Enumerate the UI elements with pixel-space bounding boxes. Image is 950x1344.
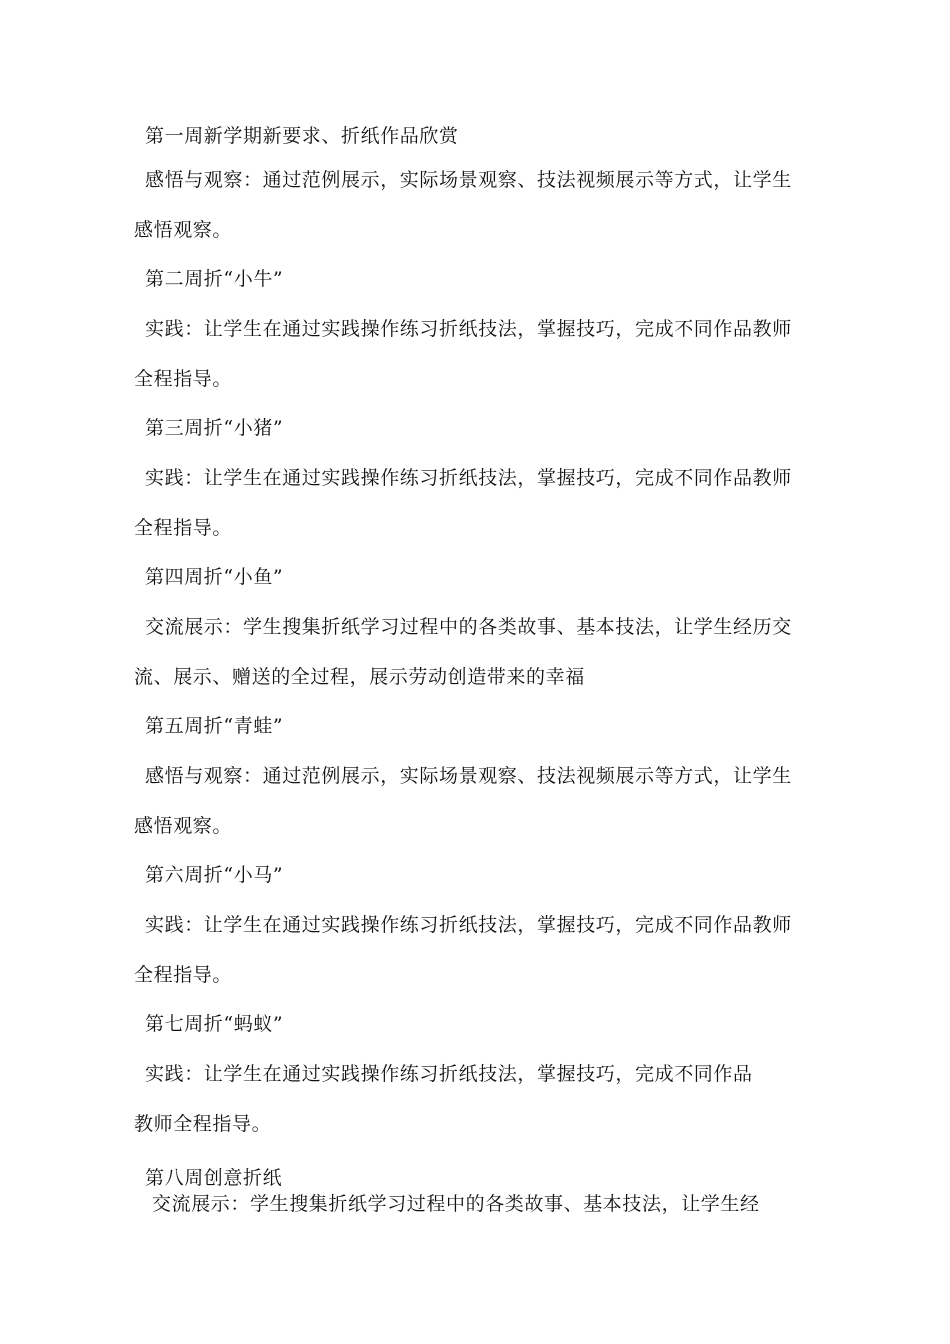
paragraph-line: 感悟与观察：通过范例展示，实际场景观察、技法视频展示等方式，让学生 <box>145 169 792 191</box>
paragraph-line: 实践：让学生在通过实践操作练习折纸技法，掌握技巧，完成不同作品 <box>145 1063 753 1085</box>
paragraph-line: 全程指导。 <box>134 964 233 986</box>
week-3-heading: 第三周折“小猪” <box>145 417 284 439</box>
week-7-heading: 第七周折“蚂蚁” <box>145 1013 284 1035</box>
paragraph-line: 实践：让学生在通过实践操作练习折纸技法，掌握技巧，完成不同作品教师 <box>145 318 792 340</box>
paragraph-line: 实践：让学生在通过实践操作练习折纸技法，掌握技巧，完成不同作品教师 <box>145 914 792 936</box>
paragraph-line: 教师全程指导。 <box>134 1113 272 1135</box>
week-5-heading: 第五周折“青蛙” <box>145 715 284 737</box>
paragraph-line: 全程指导。 <box>134 517 233 539</box>
week-6-heading: 第六周折“小马” <box>145 864 284 886</box>
paragraph-line: 交流展示：学生搜集折纸学习过程中的各类故事、基本技法，让学生经历交 <box>145 616 792 638</box>
paragraph-line: 感悟观察。 <box>134 815 233 837</box>
paragraph-line: 流、展示、赠送的全过程，展示劳动创造带来的幸福 <box>134 666 585 688</box>
paragraph-line: 感悟与观察：通过范例展示，实际场景观察、技法视频展示等方式，让学生 <box>145 765 792 787</box>
paragraph-line: 交流展示：学生搜集折纸学习过程中的各类故事、基本技法，让学生经 <box>152 1193 760 1215</box>
week-8-heading: 第八周创意折纸 <box>145 1167 283 1189</box>
paragraph-line: 全程指导。 <box>134 368 233 390</box>
week-1-heading: 第一周新学期新要求、折纸作品欣赏 <box>145 125 459 147</box>
paragraph-line: 感悟观察。 <box>134 219 233 241</box>
week-2-heading: 第二周折“小牛” <box>145 268 284 290</box>
week-4-heading: 第四周折“小鱼” <box>145 566 284 588</box>
paragraph-line: 实践：让学生在通过实践操作练习折纸技法，掌握技巧，完成不同作品教师 <box>145 467 792 489</box>
